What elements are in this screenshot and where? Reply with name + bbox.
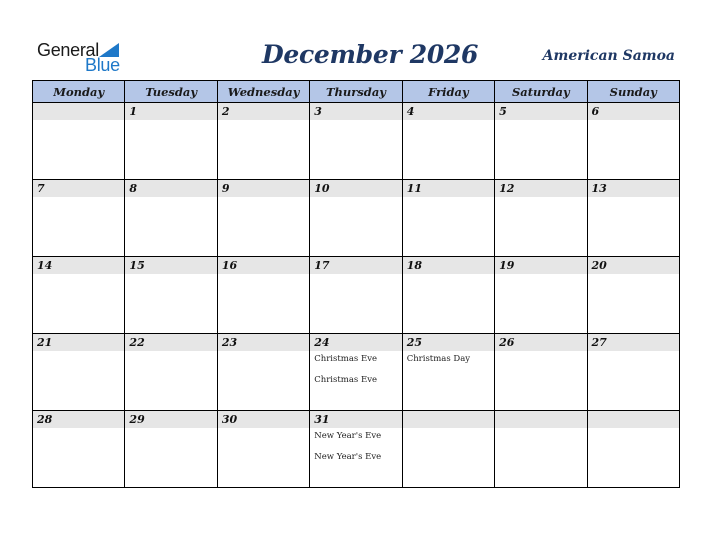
day-number: 27 — [588, 334, 679, 351]
day-cell — [33, 411, 125, 488]
day-number: 30 — [218, 411, 309, 428]
day-number: 1 — [125, 103, 216, 120]
day-number: 23 — [218, 334, 309, 351]
day-number: 10 — [310, 180, 401, 197]
day-cell — [125, 103, 217, 180]
day-cell — [495, 103, 587, 180]
day-number: 28 — [33, 411, 124, 428]
holiday-event: New Year's Eve — [314, 431, 382, 441]
day-number: 24 — [310, 334, 401, 351]
day-cell — [587, 411, 679, 488]
day-cell — [495, 257, 587, 334]
holiday-event: Christmas Eve — [314, 354, 378, 364]
day-events — [310, 351, 401, 396]
day-number: 3 — [310, 103, 401, 120]
weekday-header: Monday — [33, 81, 125, 103]
weekday-header: Wednesday — [217, 81, 309, 103]
week-row — [33, 411, 680, 488]
day-cell — [402, 334, 494, 411]
week-row — [33, 103, 680, 180]
day-cell — [402, 180, 494, 257]
day-number: 20 — [588, 257, 679, 274]
day-number: 18 — [403, 257, 494, 274]
day-cell — [310, 103, 402, 180]
day-cell — [310, 411, 402, 488]
day-cell — [125, 257, 217, 334]
day-cell — [495, 334, 587, 411]
weekday-header-row — [33, 81, 680, 103]
day-number: 11 — [403, 180, 494, 197]
day-number: 26 — [495, 334, 586, 351]
day-cell — [217, 411, 309, 488]
day-number — [403, 411, 494, 428]
day-number: 14 — [33, 257, 124, 274]
day-cell — [310, 257, 402, 334]
holiday-event: New Year's Eve — [314, 452, 382, 462]
day-number: 13 — [588, 180, 679, 197]
day-events — [403, 351, 494, 375]
day-number: 7 — [33, 180, 124, 197]
day-cell — [495, 411, 587, 488]
day-cell — [217, 257, 309, 334]
holiday-event: Christmas Day — [406, 354, 471, 364]
day-cell — [310, 334, 402, 411]
generalblue-logo — [37, 40, 127, 74]
day-cell — [402, 411, 494, 488]
day-number: 19 — [495, 257, 586, 274]
logo-blue-text: Blue — [85, 55, 120, 75]
day-number: 8 — [125, 180, 216, 197]
day-cell — [310, 180, 402, 257]
day-cell — [217, 103, 309, 180]
weekday-header: Tuesday — [125, 81, 217, 103]
day-number: 2 — [218, 103, 309, 120]
calendar-region: American Samoa — [542, 48, 675, 64]
day-number: 12 — [495, 180, 586, 197]
day-cell — [402, 257, 494, 334]
weekday-header: Thursday — [310, 81, 402, 103]
day-cell — [125, 180, 217, 257]
weekday-header: Sunday — [587, 81, 679, 103]
weekday-header: Saturday — [495, 81, 587, 103]
week-row — [33, 257, 680, 334]
day-events — [310, 428, 401, 473]
day-number: 25 — [403, 334, 494, 351]
day-cell — [33, 334, 125, 411]
day-number: 4 — [403, 103, 494, 120]
week-row — [33, 334, 680, 411]
logo-general-text: General — [37, 40, 99, 60]
day-number: 5 — [495, 103, 586, 120]
day-cell — [587, 257, 679, 334]
day-number: 22 — [125, 334, 216, 351]
day-number — [588, 411, 679, 428]
day-cell — [587, 103, 679, 180]
day-number: 15 — [125, 257, 216, 274]
day-number: 16 — [218, 257, 309, 274]
calendar-grid — [32, 80, 680, 488]
day-cell — [402, 103, 494, 180]
day-cell — [217, 334, 309, 411]
day-number: 6 — [588, 103, 679, 120]
day-cell — [125, 334, 217, 411]
day-cell — [495, 180, 587, 257]
day-number: 21 — [33, 334, 124, 351]
day-number: 9 — [218, 180, 309, 197]
holiday-event: Christmas Eve — [314, 375, 378, 385]
day-cell — [33, 103, 125, 180]
day-cell — [217, 180, 309, 257]
day-cell — [587, 334, 679, 411]
day-cell — [33, 180, 125, 257]
calendar-title: December 2026 — [262, 40, 479, 69]
week-row — [33, 180, 680, 257]
day-number: 29 — [125, 411, 216, 428]
day-cell — [587, 180, 679, 257]
day-number: 31 — [310, 411, 401, 428]
day-cell — [125, 411, 217, 488]
day-number — [495, 411, 586, 428]
day-number: 17 — [310, 257, 401, 274]
day-number — [33, 103, 124, 120]
day-cell — [33, 257, 125, 334]
weekday-header: Friday — [402, 81, 494, 103]
